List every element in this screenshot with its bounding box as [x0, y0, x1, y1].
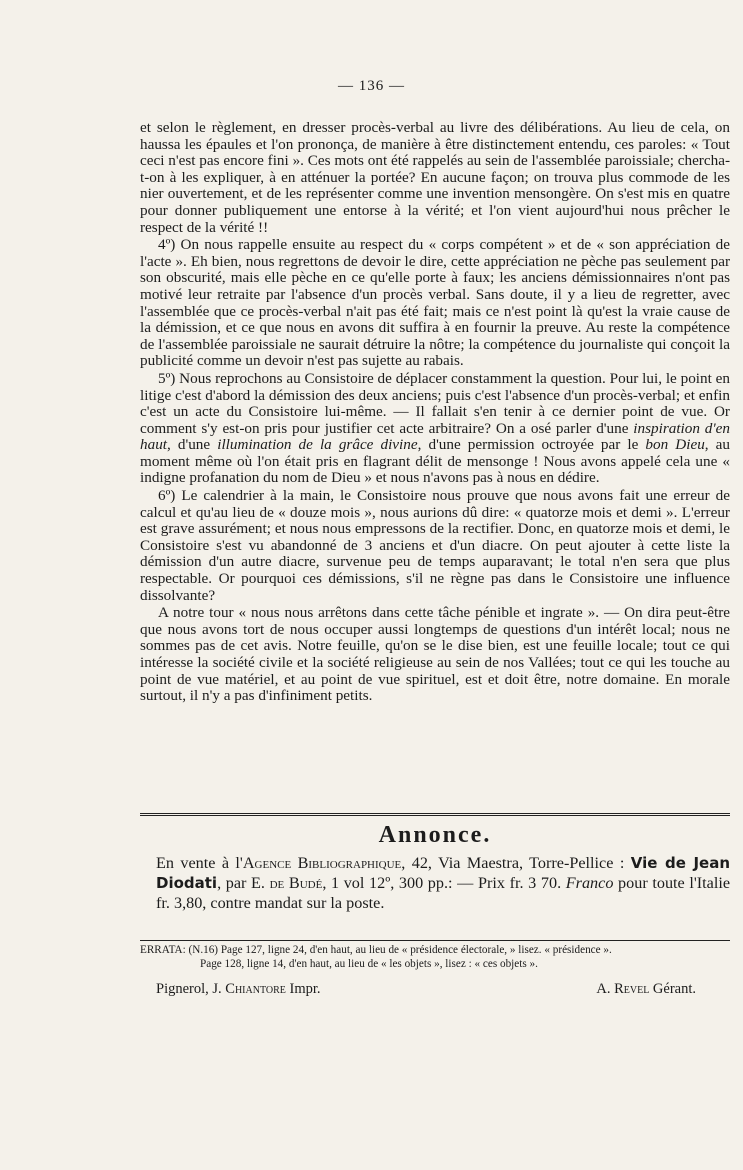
errata-line1: ERRATA: (N.16) Page 127, ligne 24, d'en haut, au lieu de « présidence électorale, » lisez. « présidence ».	[140, 944, 612, 956]
paragraph-text: et selon le règlement, en dresser procès-verbal au livre des délibérations. Au lieu de cela, on haussa les épaules et l'on prononça, de manière à être distinctement entendu, ces paroles: « Tout ceci n'est pas encore fini ». Ces mots ont été rappelés au sein de l'assemblée paroissiale; chercha-t-on à les expliquer, à en atténuer la portée? En aucune façon; on trouva plus commode de les nier ouvertement, et de les représenter comme une invention mensongère. On s'est mis en quatre pour donner publiquement une entorse à la vérité; et l'on vient aujourd'hui nous prêcher le respect de la vérité !!	[140, 119, 730, 236]
annonce-line3-b: pour toute l'Italie fr. 3,80, contre mandat sur la poste.	[156, 874, 731, 912]
manager-initial: A.	[596, 981, 615, 997]
annonce-line2-a: , par E.	[217, 874, 270, 892]
paragraph	[140, 371, 730, 487]
paragraph-text: 5º) Nous reprochons au Consistoire de déplacer constamment la question. Pour lui, le point en litige c'est d'abord la démission des deux anciens; puis c'est l'absence d'un procès-verbal; et enfin c'est un acte du Consistoire lui-même. — Il fallait s'en tenir à ce dernier point de vue. Or comment s'y est-on pris pour justifier cet acte arbitraire? On a osé parler d'une	[140, 369, 730, 437]
paragraph	[140, 120, 730, 236]
annonce-line2-b: , 1 vol 12º, 300 pp.: —	[322, 874, 474, 892]
paragraph-text: 4º) On nous rappelle ensuite au respect du « corps compétent » et de « son appréciation de l'acte ». Eh bien, nous regrettons de devoir le dire, cette appréciation ne pèche pas seulement par son obscurité, mais elle pèche en ce qu'elle porte à faux; les anciens démissionnaires n'ont pas motivé leur retraite par l'absence d'un procès verbal. Sans doute, il y a lieu de regretter, avec l'assemblée que ce procès-verbal n'ait pas été fait; mais ce n'est point là qu'est la vraie cause de la démission, et ce que nous en avons dit suffira à en fournir la preuve. Au reste la compétence de l'assemblée paroissiale ne saurait détruire la nôtre; la compétence du journaliste qui conçoit la publicité comme un devoir n'est pas sujette au rabais.	[140, 236, 730, 370]
printer	[156, 981, 321, 998]
agence-name: Agence Bibliographique	[242, 854, 402, 872]
article-body	[140, 120, 730, 705]
printer-name: Chiantore	[225, 981, 286, 997]
paragraph-text: A notre tour « nous nous arrêtons dans cette tâche pénible et ingrate ». — On dira peut-être que nous avons tort de nous occuper aussi longtemps de questions d'un intérêt local; nous ne sommes pas de cet avis. Notre feuille, qu'on se le dise bien, est une feuille locale; tout ce qui intéresse la société civile et la société religieuse au sein de nos Vallées; tout ce qui les touche au point de vue matériel, et au point de vue spirituel, est et doit être, notre domaine. En morale surtout, il n'y a pas d'infiniment petits.	[140, 604, 730, 705]
annonce-line1-b: , 42, Via Maestra, Torre-Pellice :	[401, 854, 625, 872]
manager-title: Gérant.	[649, 981, 696, 997]
annonce-text	[156, 853, 730, 913]
manager	[596, 981, 696, 998]
annonce-line1-a: En vente à l'	[156, 854, 243, 872]
errata	[140, 944, 730, 971]
errata-divider	[140, 940, 730, 941]
errata-line2: Page 128, ligne 14, d'en haut, au lieu de « les objets », lisez : « ces objets ».	[200, 957, 538, 970]
paragraph-text: , d'une	[167, 436, 218, 454]
italic-phrase: bon Dieu	[645, 436, 705, 454]
paragraph	[140, 488, 730, 604]
paragraph	[140, 237, 730, 370]
page-number: — 136 —	[338, 78, 405, 94]
paragraph	[140, 605, 730, 705]
printer-place: Pignerol, J.	[156, 981, 226, 997]
book-title: Vie de Jean Diodati	[156, 854, 730, 892]
annonce-line3-a: Prix fr. 3 70.	[478, 874, 566, 892]
italic-phrase: inspiration d'en haut	[140, 419, 730, 454]
printer-suffix: Impr.	[285, 981, 321, 997]
imprint	[156, 981, 696, 998]
section-divider	[140, 813, 730, 819]
paragraph-text: , au moment même où l'on était pris en flagrant délit de mensonge ! Nous avons appelé cela une « indigne profanation du nom de Dieu » et nous n'avons pas à nous en dédire.	[140, 436, 731, 487]
paragraph-text: , d'une permission octroyée par le	[417, 436, 646, 454]
italic-phrase: illumination de la grâce divine	[217, 436, 418, 454]
manager-name: Revel	[614, 981, 650, 997]
author-name: Budé	[284, 874, 323, 892]
author-particle: de	[269, 874, 285, 892]
franco-word: Franco	[565, 874, 614, 892]
annonce-title: Annonce.	[378, 822, 492, 848]
paragraph-text: 6º) Le calendrier à la main, le Consistoire nous prouve que nous avons fait une erreur de calcul et qu'au lieu de « douze mois », nous aurions dû dire: « quatorze mois et demi ». L'erreur est grave assurément; et nous nous empressons de la rectifier. Donc, en quatorze mois et demi, le Consistoire s'est vu abandonné de 3 anciens et d'un diacre. On peut ajouter à cette liste la démission d'un autre diacre, survenue peu de temps auparavant; le total n'en sera que plus respectable. Or pourquoi ces démissions, s'il ne règne pas dans le Consistoire une influence dissolvante?	[140, 487, 730, 604]
